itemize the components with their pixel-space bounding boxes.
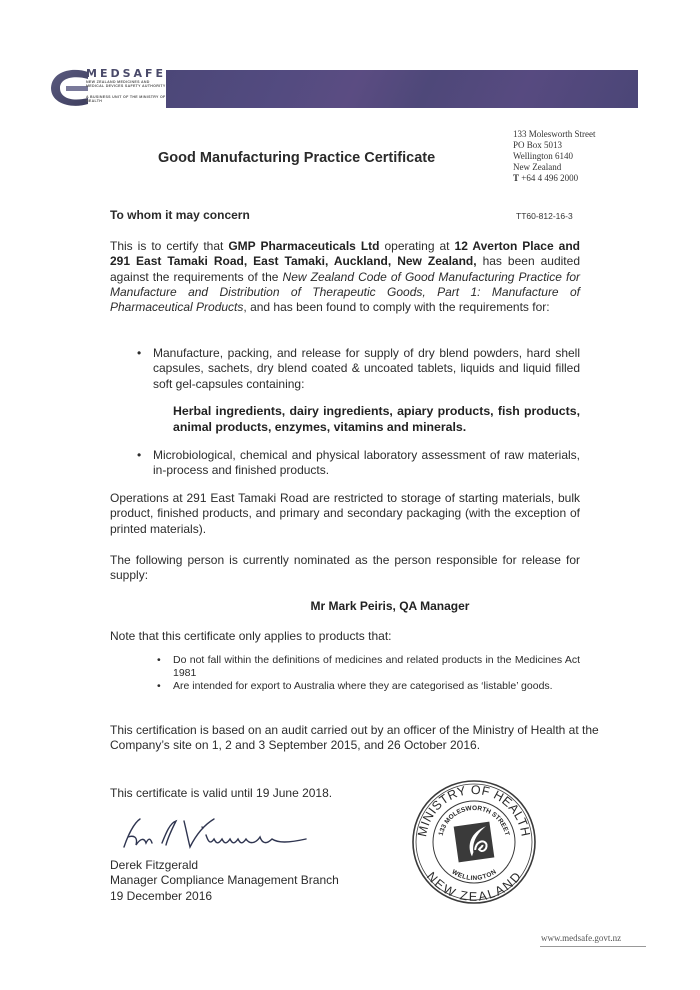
audit-paragraph: This certification is based on an audit carried out by an officer of the Ministry of Health at the Company’s site on 1, 2 and 3 September 2015, and 26 October 2016. bbox=[110, 723, 599, 753]
ministry-of-health-stamp-icon bbox=[410, 778, 538, 906]
company-name: GMP Pharmaceuticals Ltd bbox=[228, 239, 380, 253]
medsafe-logo bbox=[48, 66, 168, 112]
signatory-block bbox=[110, 858, 339, 904]
page-title: Good Manufacturing Practice Certificate bbox=[158, 150, 436, 166]
footer-divider bbox=[540, 946, 646, 947]
phone-line bbox=[513, 173, 596, 184]
bullet-icon: • bbox=[157, 654, 161, 666]
salutation: To whom it may concern bbox=[110, 208, 250, 222]
code-reference: New Zealand Code of Good Manufacturing Practice for Manufacture and Distribution of Therapeutic Goods, Part 1: Manufacture of Pharmaceutical Products bbox=[110, 269, 580, 315]
svg-text:WELLINGTON: WELLINGTON bbox=[450, 868, 498, 883]
ingredient-categories: Herbal ingredients, dairy ingredients, apiary products, fish products, animal products, enzymes, vitamins and minerals. bbox=[173, 404, 580, 434]
validity-paragraph: This certificate is valid until 19 June 2018. bbox=[110, 786, 333, 800]
svg-text:133 MOLESWORTH STREET: 133 MOLESWORTH STREET bbox=[437, 804, 511, 837]
logo-wordmark: MEDSAFE bbox=[86, 67, 167, 80]
bullet-icon: • bbox=[157, 680, 161, 692]
address-line: New Zealand bbox=[513, 162, 562, 172]
phone-label: T bbox=[513, 173, 520, 183]
handwritten-signature-icon bbox=[110, 813, 330, 853]
bullet-text: Manufacture, packing, and release for supply of dry blend powders, hard shell capsules, sachets, dry blend coated & uncoated tablets, liquids and liquid filled soft gel-capsules containing: bbox=[153, 346, 580, 391]
operations-paragraph: Operations at 291 East Tamaki Road are restricted to storage of starting materials, bulk product, finished products, and primary and secondary packaging (with the exception of printed materials). bbox=[110, 491, 580, 536]
bullet-text: Do not fall within the definitions of medicines and related products in the Medicines Act 1981 bbox=[173, 654, 580, 679]
nominee-name: Mr Mark Peiris, QA Manager bbox=[310, 599, 470, 613]
address-line: 133 Molesworth Street bbox=[513, 129, 596, 139]
text: has been audited against the requirements of the bbox=[110, 254, 580, 284]
svg-text:NEW ZEALAND: NEW ZEALAND bbox=[423, 869, 525, 904]
logo-subtitle: NEW ZEALAND MEDICINES AND MEDICAL DEVICES SAFETY AUTHORITY bbox=[86, 80, 166, 89]
sender-address bbox=[513, 129, 596, 184]
text: , and has been found to comply with the requirements for: bbox=[243, 300, 550, 315]
reference-number: TT60-812-16-3 bbox=[516, 211, 573, 221]
header-band bbox=[166, 70, 638, 108]
bullet-icon: • bbox=[137, 448, 142, 462]
signatory-role: Manager Compliance Management Branch bbox=[110, 873, 339, 888]
bullet-text: Microbiological, chemical and physical laboratory assessment of raw materials, in-process and finished products. bbox=[153, 448, 580, 478]
company-address: 12 Averton Place and 291 East Tamaki Road, East Tamaki, Auckland, New Zealand, bbox=[110, 239, 580, 269]
applies-paragraph: Note that this certificate only applies to products that: bbox=[110, 629, 392, 643]
address-line: PO Box 5013 bbox=[513, 140, 563, 150]
text: operating at bbox=[379, 239, 455, 253]
applies-bullet bbox=[157, 680, 580, 693]
bullet-text: Are intended for export to Australia where they are categorised as ‘listable’ goods. bbox=[173, 680, 553, 692]
address-line: Wellington 6140 bbox=[513, 151, 574, 161]
logo-subtitle-2: A BUSINESS UNIT OF THE MINISTRY OF HEALTH bbox=[86, 95, 166, 104]
certification-paragraph bbox=[110, 239, 580, 315]
text: This is to certify that bbox=[110, 239, 229, 253]
signature-date: 19 December 2016 bbox=[110, 888, 213, 903]
applies-bullet bbox=[157, 654, 580, 679]
scope-bullet bbox=[137, 346, 580, 392]
svg-text:MINISTRY OF HEALTH: MINISTRY OF HEALTH bbox=[415, 782, 533, 838]
bullet-icon: • bbox=[137, 346, 142, 360]
signatory-name: Derek Fitzgerald bbox=[110, 858, 199, 872]
footer-website-link[interactable]: www.medsafe.govt.nz bbox=[541, 933, 622, 943]
phone-number: +64 4 496 2000 bbox=[521, 173, 579, 183]
scope-bullet bbox=[137, 448, 580, 479]
nomination-paragraph: The following person is currently nominated as the person responsible for release for supply: bbox=[110, 553, 580, 583]
